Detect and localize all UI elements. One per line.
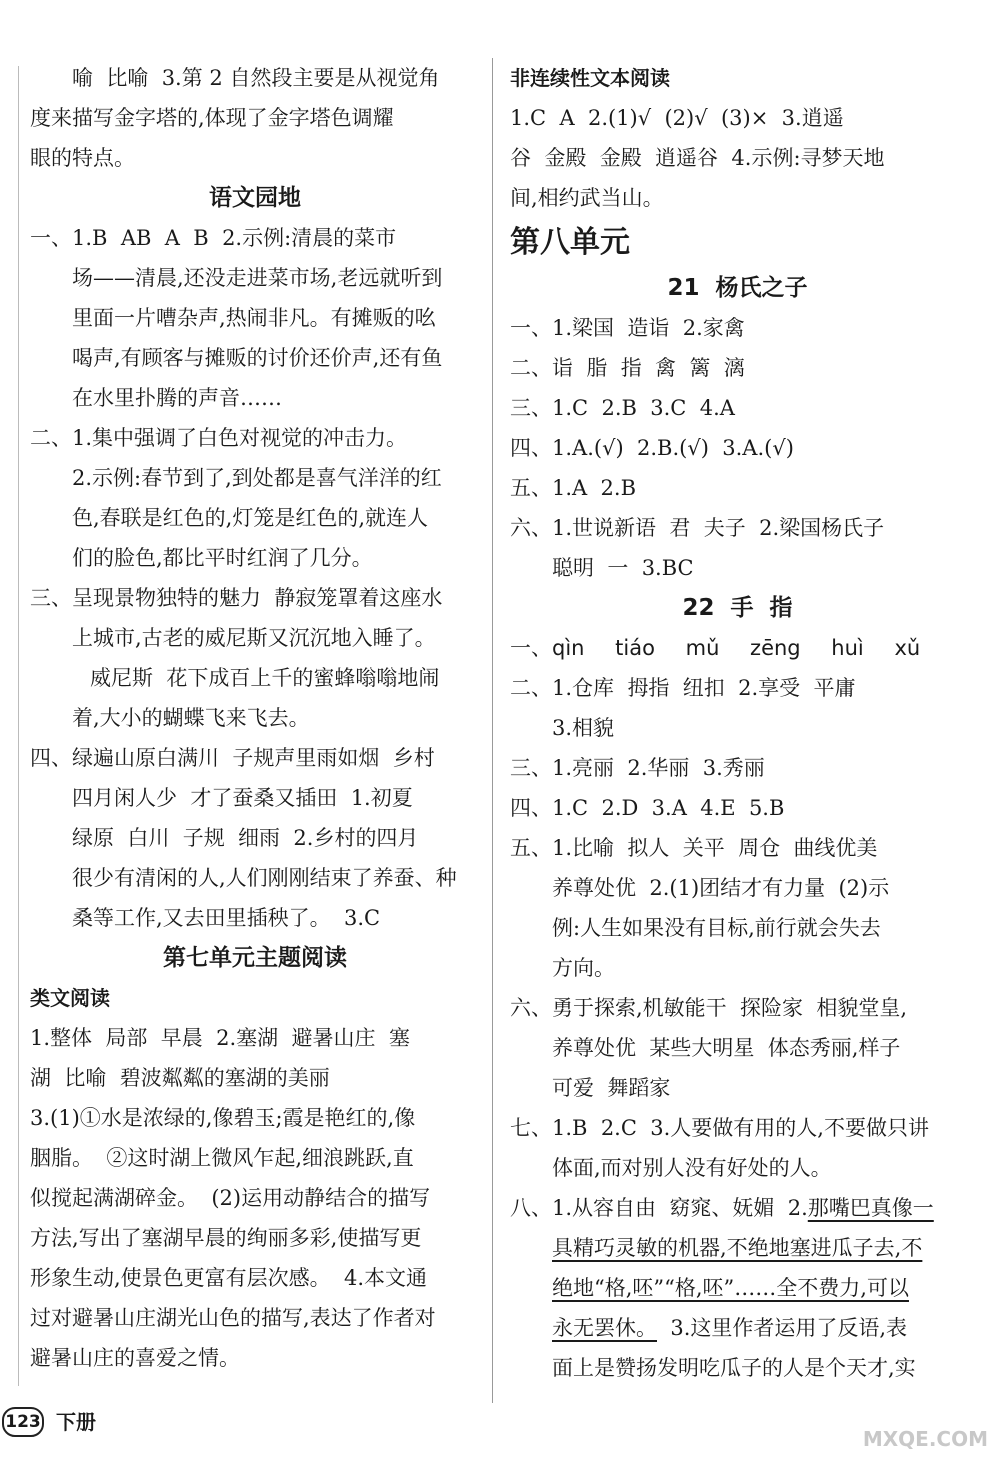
- text-line: 四、1.C 2.D 3.A 4.E 5.B: [510, 796, 785, 820]
- text-line: 可爱 舞蹈家: [552, 1076, 671, 1100]
- text-line: 三、1.C 2.B 3.C 4.A: [510, 396, 735, 420]
- text-line: 威尼斯 花下成百上千的蜜蜂嗡嗡地闹: [90, 666, 440, 690]
- section-title-theme: 第七单元主题阅读: [163, 945, 347, 971]
- text-line: 避暑山庄的喜爱之情。: [30, 1346, 240, 1370]
- text-line: 3.(1)①水是浓绿的,像碧玉;霞是艳红的,像: [30, 1106, 416, 1130]
- underlined-text: 绝地“格,呸”“格,呸”……全不费力,可以: [552, 1276, 909, 1300]
- text-line: 3.相貌: [552, 716, 615, 740]
- text-line: 一、1.B AB A B 2.示例:清晨的菜市: [30, 226, 397, 250]
- lesson-title-22: 22 手 指: [682, 595, 793, 621]
- text-line: 六、1.世说新语 君 夫子 2.梁国杨氏子: [510, 516, 885, 540]
- column-divider: [492, 58, 493, 1403]
- text-line: 一、1.梁国 造诣 2.家禽: [510, 316, 745, 340]
- text-line: 面上是赞扬发明吃瓜子的人是个天才,实: [552, 1356, 916, 1380]
- text-line: 过对避暑山庄湖光山色的描写,表达了作者对: [30, 1306, 436, 1330]
- text-line: 例:人生如果没有目标,前行就会失去: [552, 916, 881, 940]
- text-line: 眼的特点。: [30, 146, 135, 170]
- text-line: 四、绿遍山原白满川 子规声里雨如烟 乡村: [30, 746, 435, 770]
- underlined-text: 永无罢休。: [552, 1316, 657, 1340]
- underlined-text: 那嘴巴真像一: [807, 1196, 934, 1220]
- text-line: 谷 金殿 金殿 逍遥谷 4.示例:寻梦天地: [510, 146, 885, 170]
- text-line: 度来描写金字塔的,体现了金字塔色调耀: [30, 106, 394, 130]
- text-line: 四月闲人少 才了蚕桑又插田 1.初夏: [72, 786, 413, 810]
- text-line: 很少有清闲的人,人们刚刚结束了养蚕、种: [72, 866, 457, 890]
- text-line: 养尊处优 某些大明星 体态秀丽,样子: [552, 1036, 901, 1060]
- text-line: 2.示例:春节到了,到处都是喜气洋洋的红: [72, 466, 442, 490]
- text-line: 六、勇于探索,机敏能干 探险家 相貌堂皇,: [510, 996, 908, 1020]
- text-line: 喻 比喻 3.第 2 自然段主要是从视觉角: [72, 66, 440, 90]
- text-line: 1.整体 局部 早晨 2.塞湖 避暑山庄 塞: [30, 1026, 410, 1050]
- text-line: 二、1.集中强调了白色对视觉的冲击力。: [30, 426, 408, 450]
- text-line: 们的脸色,都比平时红润了几分。: [72, 546, 373, 570]
- text-line: 绿原 白川 子规 细雨 2.乡村的四月: [72, 826, 419, 850]
- text-segment: 八、1.从容自由 窈窕、妩媚 2.: [510, 1196, 808, 1220]
- text-line: 四、1.A.(√) 2.B.(√) 3.A.(√): [510, 436, 794, 460]
- unit-title: 第八单元: [510, 225, 630, 260]
- text-line: 三、呈现景物独特的魅力 静寂笼罩着这座水: [30, 586, 443, 610]
- lesson-title-21: 21 杨氏之子: [667, 275, 808, 301]
- text-line: 二、1.仓库 拇指 纽扣 2.享受 平庸: [510, 676, 856, 700]
- text-line: 七、1.B 2.C 3.人要做有用的人,不要做只讲: [510, 1116, 929, 1140]
- text-line: 方向。: [552, 956, 615, 980]
- left-margin-rule: [18, 66, 19, 1386]
- text-line: 桑等工作,又去田里插秧了。 3.C: [72, 906, 381, 930]
- right-column: [510, 58, 965, 1388]
- text-line: 色,春联是红色的,灯笼是红色的,就连人: [72, 506, 429, 530]
- subsection-title: 类文阅读: [30, 986, 110, 1010]
- text-line: 三、1.亮丽 2.华丽 3.秀丽: [510, 756, 765, 780]
- text-line: 五、1.比喻 拟人 关平 周仓 曲线优美: [510, 836, 878, 860]
- page-number: 123: [2, 1407, 44, 1437]
- text-line: 1.C A 2.(1)√ (2)√ (3)× 3.逍遥: [510, 106, 844, 130]
- text-line: 似搅起满湖碎金。 (2)运用动静结合的描写: [30, 1186, 431, 1210]
- text-segment: 3.这里作者运用了反语,表: [657, 1316, 908, 1340]
- text-line: [510, 1308, 965, 1348]
- text-line: 五、1.A 2.B: [510, 476, 637, 500]
- left-column: [30, 58, 480, 1378]
- text-line: 着,大小的蝴蝶飞来飞去。: [72, 706, 310, 730]
- text-line: 胭脂。 ②这时湖上微风乍起,细浪跳跃,直: [30, 1146, 414, 1170]
- text-line: 间,相约武当山。: [510, 186, 664, 210]
- text-line: 上城市,古老的威尼斯又沉沉地入睡了。: [72, 626, 436, 650]
- volume-label: 下册: [56, 1410, 96, 1434]
- text-line: 二、诣 脂 指 禽 篱 漓: [510, 356, 745, 380]
- watermark: MXQE.COM: [862, 1427, 988, 1451]
- pinyin-line: 一、qìn tiáo mǔ zēng huì xǔ: [510, 636, 921, 660]
- text-line: 湖 比喻 碧波粼粼的塞湖的美丽: [30, 1066, 330, 1090]
- section-title-yuwen: 语文园地: [209, 185, 301, 211]
- text-line: 在水里扑腾的声音……: [72, 386, 282, 410]
- text-line: [510, 1188, 965, 1228]
- text-line: 体面,而对别人没有好处的人。: [552, 1156, 832, 1180]
- text-line: 喝声,有顾客与摊贩的讨价还价声,还有鱼: [72, 346, 443, 370]
- text-line: 里面一片嘈杂声,热闹非凡。有摊贩的吆: [72, 306, 436, 330]
- subsection-title: 非连续性文本阅读: [510, 66, 670, 90]
- page-footer: [0, 1402, 96, 1442]
- text-line: 形象生动,使景色更富有层次感。 4.本文通: [30, 1266, 428, 1290]
- text-line: 聪明 一 3.BC: [552, 556, 694, 580]
- text-line: 场——清晨,还没走进菜市场,老远就听到: [72, 266, 443, 290]
- text-line: 方法,写出了塞湖早晨的绚丽多彩,使描写更: [30, 1226, 422, 1250]
- underlined-text: 具精巧灵敏的机器,不绝地塞进瓜子去,不: [552, 1236, 923, 1260]
- text-line: 养尊处优 2.(1)团结才有力量 (2)示: [552, 876, 890, 900]
